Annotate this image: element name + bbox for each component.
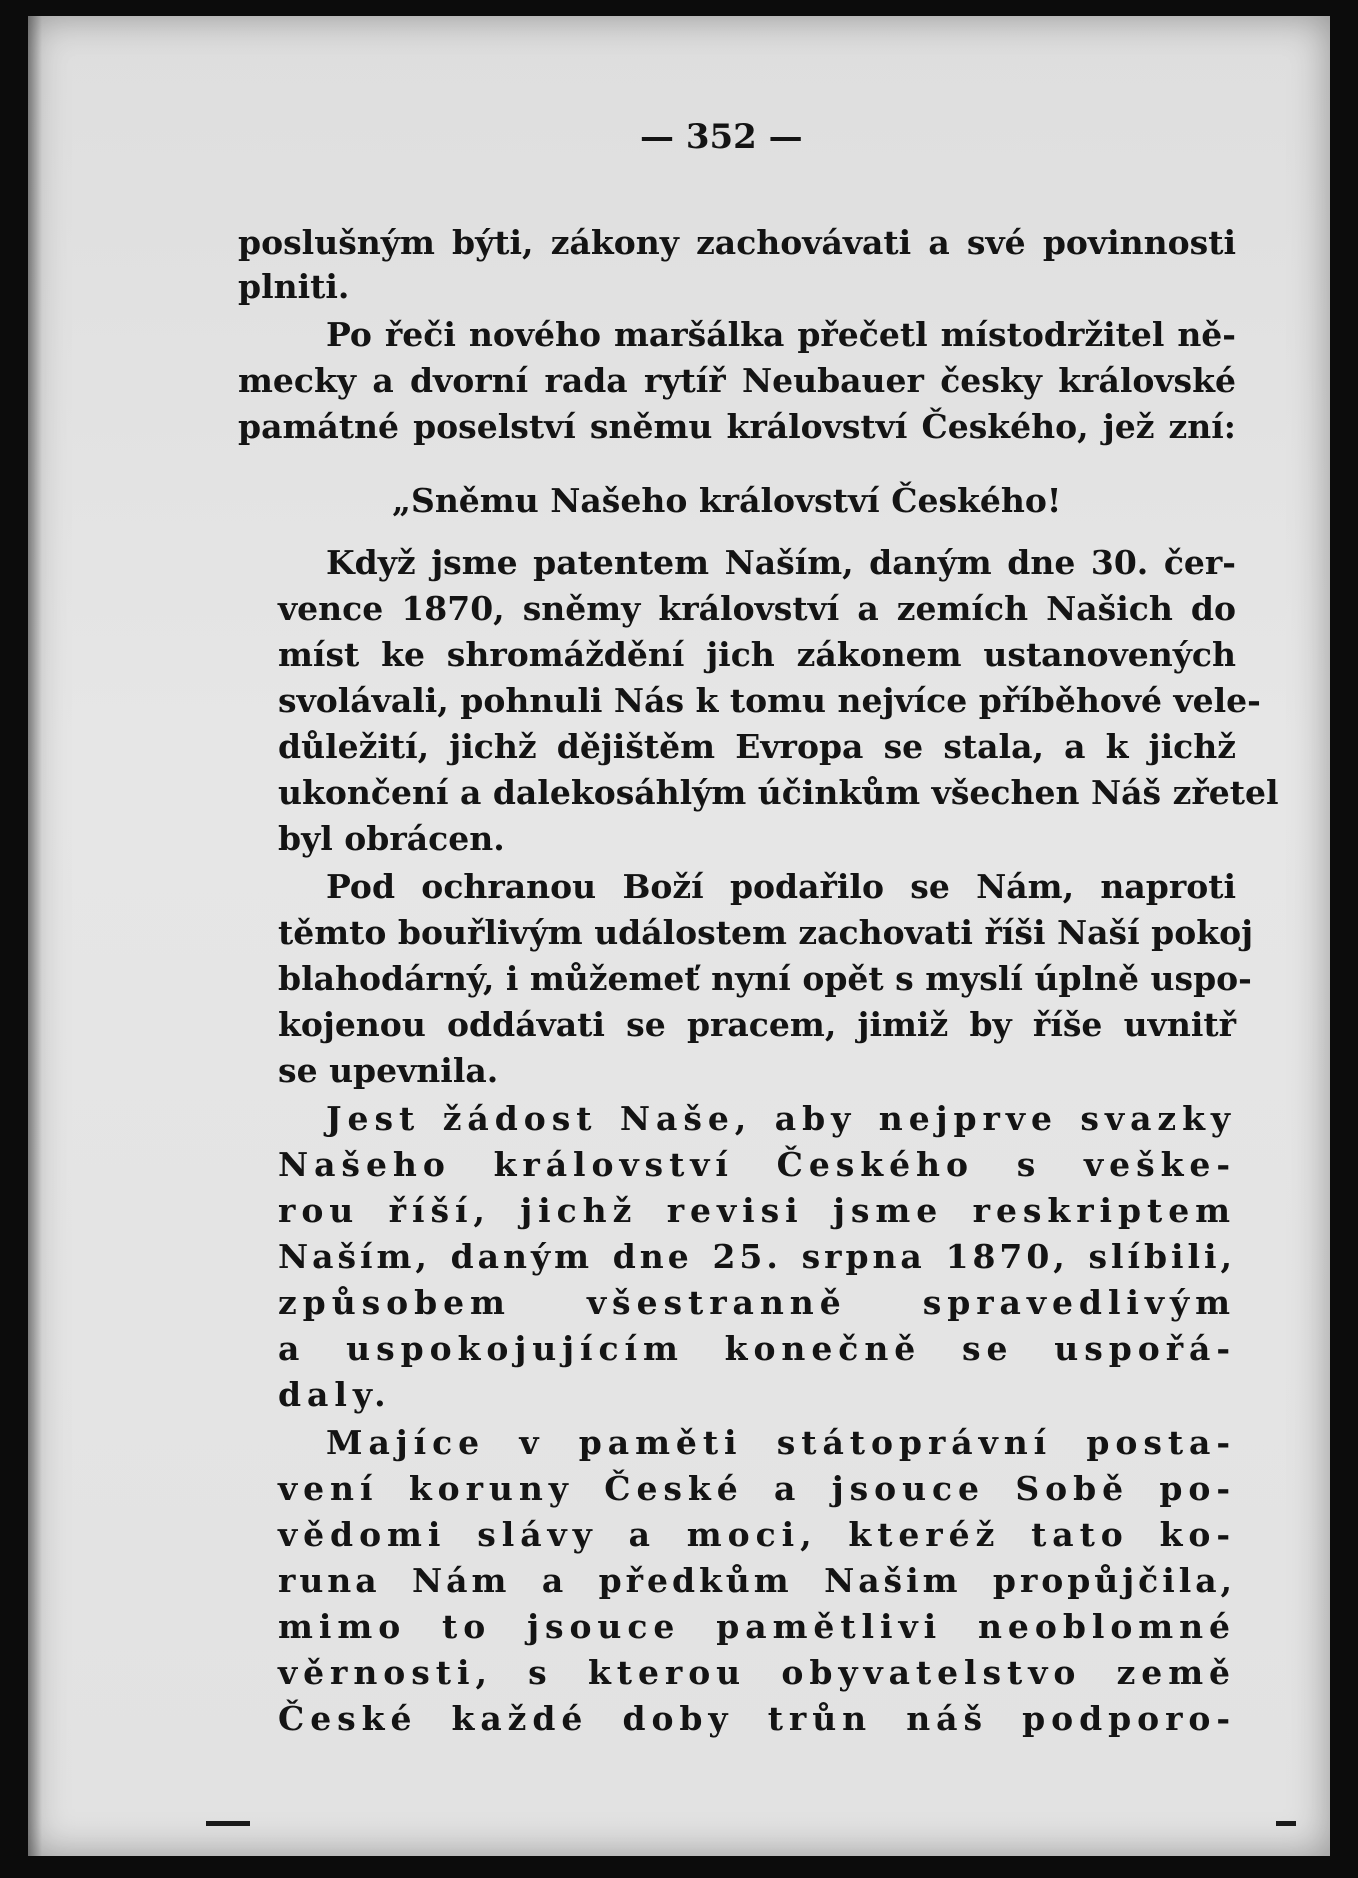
text-line: památné poselství sněmu království Českého, jež zní: <box>238 407 1236 446</box>
text-line: věrnosti, s kterou obyvatelstvo země <box>278 1653 1236 1692</box>
text-line: blahodárný, i můžemeť nyní opět s myslí úplně uspo- <box>278 959 1252 998</box>
text-line: Naším, daným dne 25. srpna 1870, slíbili, <box>278 1237 1236 1276</box>
text-line: a uspokojujícím konečně se uspořá- <box>278 1329 1236 1368</box>
text-line: poslušným býti, zákony zachovávati a své povinnosti <box>238 223 1236 262</box>
salutation: „Sněmu Našeho království Českého! <box>392 481 1062 520</box>
text-line: Majíce v paměti státoprávní posta- <box>326 1423 1236 1462</box>
text-line: Po řeči nového maršálka přečetl místodržitel ně- <box>326 315 1236 354</box>
text-line: těmto bouřlivým událostem zachovati říši Naší pokoj <box>278 913 1254 952</box>
scan-mark <box>1276 1821 1296 1826</box>
text-line: se upevnila. <box>278 1051 499 1090</box>
text-line: plniti. <box>238 267 350 306</box>
text-line: způsobem všestranně spravedlivým <box>278 1283 1236 1322</box>
text-line: runa Nám a předkům Našim propůjčila, <box>278 1561 1236 1600</box>
text-line: mecky a dvorní rada rytíř Neubauer česky královské <box>238 361 1236 400</box>
text-line: České každé doby trůn náš podporo- <box>278 1699 1236 1738</box>
text-line: Když jsme patentem Naším, daným dne 30. čer- <box>326 543 1236 582</box>
text-line: Našeho království Českého s veške- <box>278 1145 1236 1184</box>
page-number: — 352 — <box>640 117 803 157</box>
text-line: míst ke shromáždění jich zákonem ustanovených <box>278 635 1236 674</box>
text-line: ukončení a dalekosáhlým účinkům všechen Náš zřetel <box>278 773 1279 812</box>
text-line: svolávali, pohnuli Nás k tomu nejvíce příběhové vele- <box>278 681 1261 720</box>
text-line: kojenou oddávati se pracem, jimiž by říše uvnitř <box>278 1005 1236 1044</box>
text-line: rou říší, jichž revisi jsme reskriptem <box>278 1191 1236 1230</box>
text-line: Jest žádost Naše, aby nejprve svazky <box>326 1099 1236 1138</box>
text-line: mimo to jsouce pamětlivi neoblomné <box>278 1607 1236 1646</box>
text-line: Pod ochranou Boží podařilo se Nám, naproti <box>326 867 1236 906</box>
text-line: byl obrácen. <box>278 819 505 858</box>
scan-mark <box>206 1821 250 1826</box>
text-line: daly. <box>278 1375 392 1414</box>
text-line: vení koruny České a jsouce Sobě po- <box>278 1469 1236 1508</box>
page-shadow-edge <box>28 16 42 1856</box>
text-line: důležití, jichž dějištěm Evropa se stala, a k jichž <box>278 727 1236 766</box>
text-line: vence 1870, sněmy království a zemích Našich do <box>278 589 1236 628</box>
text-line: vědomi slávy a moci, kteréž tato ko- <box>278 1515 1236 1554</box>
